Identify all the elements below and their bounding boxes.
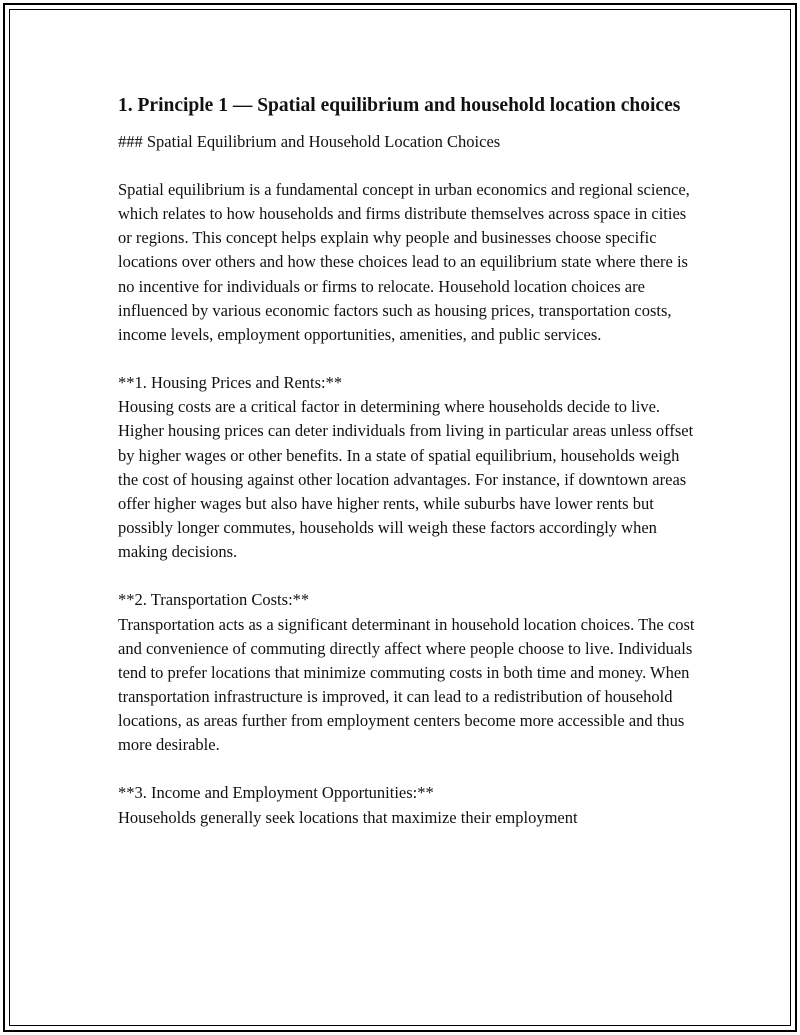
document-body: [118, 92, 698, 830]
section-heading-income: **3. Income and Employment Opportunities:**: [118, 783, 434, 803]
section-heading-transportation: **2. Transportation Costs:**: [118, 590, 310, 610]
section-body-housing: Housing costs are a critical factor in determining where households decide to live. Higher housing prices can deter individuals from living in particular areas unless offset by higher wages or other benefits. In a state of spatial equilibrium, households weigh the cost of housing against other location advantages. For instance, if downtown areas offer higher wages but also have higher rents, while suburbs have lower rents but possibly longer commutes, households will weigh these factors accordingly when making decisions.: [118, 397, 694, 562]
section-subheading: ### Spatial Equilibrium and Household Location Choices: [118, 132, 501, 151]
section-income: [118, 781, 698, 829]
section-body-income: Households generally seek locations that maximize their employment: [118, 807, 578, 827]
section-heading-housing: **1. Housing Prices and Rents:**: [118, 373, 343, 393]
section-transportation: [118, 588, 698, 757]
section-body-transportation: Transportation acts as a significant determinant in household location choices. The cost and convenience of commuting directly affect where people choose to live. Individuals tend to prefer locations that minimize commuting costs in both time and money. When transportation infrastructure is improved, it can lead to a redistribution of household locations, as areas further from employment centers become more accessible and thus more desirable.: [118, 614, 695, 755]
page-title: 1. Principle 1 — Spatial equilibrium and household location choices: [118, 95, 681, 116]
intro-paragraph: Spatial equilibrium is a fundamental concept in urban economics and regional science, which relates to how households and firms distribute themselves across space in cities or regions. This concept helps explain why people and businesses choose specific locations over others and how these choices lead to an equilibrium state where there is no incentive for individuals or firms to relocate. Household location choices are influenced by various economic factors such as housing prices, transportation costs, income levels, employment opportunities, amenities, and public services.: [118, 180, 690, 344]
section-housing: [118, 371, 698, 564]
